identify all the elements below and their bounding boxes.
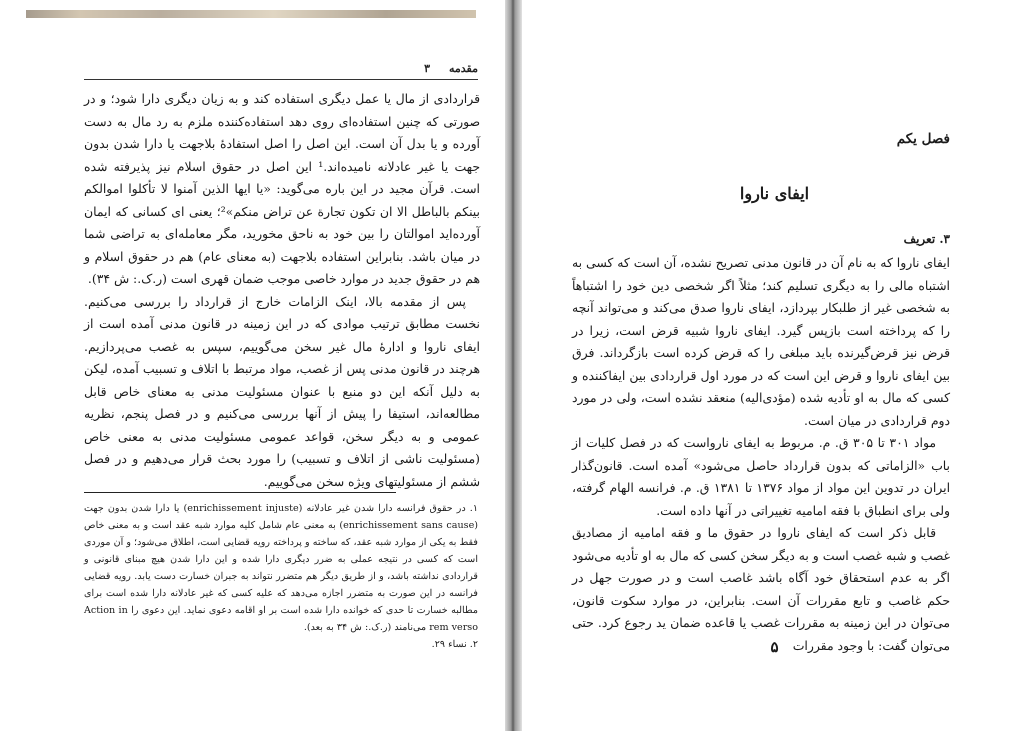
right-page (522, 0, 1027, 731)
footnotes (84, 500, 478, 653)
running-head-title: مقدمه (448, 62, 478, 75)
running-head (84, 62, 478, 76)
page-number: ۵ (770, 638, 779, 656)
scan-edge-shadow (26, 10, 476, 18)
footnote-rule (84, 492, 396, 493)
chapter-label: فصل یکم (896, 131, 950, 147)
book-gutter (505, 0, 522, 731)
right-body-text (572, 252, 950, 657)
chapter-title: ایفای ناروا (739, 184, 810, 203)
header-rule (84, 79, 478, 80)
footnote: ۱. در حقوق فرانسه دارا شدن غیر عادلانه (enrichissement injuste) یا دارا شدن بدون جهت (enrichissement sans cause) به معنی عام شامل کلیه موارد شبه عقد است و به معنی خاص فقط به یکی از موارد شبه عقد، که ساخته و پرداخته رویه قضایی است، اطلاق می‌شود؛ و آن موردی است که کسی در نتیجه عملی به ضرر دیگری دارا شده و این دارا شدن هیچ مبنای قانونی و قراردادی نداشته باشد، و از طریق دیگر هم متضرر نتواند به جبران خسارت دست یابد. رویه قضایی فرانسه در این صورت به متضرر اجازه می‌دهد که علیه کسی که غیر عادلانه دارا شده است برای مطالبه خسارت تا حدی که خوانده دارا شده است بر او اقامه دعوی نماید. این دعوی را Action in rem verso می‌نامند (ر.ک.: ش ۳۴ به بعد). (84, 503, 478, 633)
section-heading: ۳. تعریف (903, 232, 950, 246)
paragraph: ایفای ناروا که به نام آن در قانون مدنی تصریح نشده، آن است که کسی به اشتباه مالی را به دیگری تسلیم کند؛ مثلاً اگر شخصی دین خود را اشتباهاً به شخصی غیر از طلبکار بپردازد، ایفای ناروا صدق می‌کند و می‌تواند آنچه را که پرداخته است بازپس گیرد. ایفای ناروا شبیه قرض است، زیرا در قرض نیز قرض‌گیرنده باید مبلغی را که قرض کرده است بازگرداند. فرق بین ایفای ناروا و قرض این است که در مورد اول قراردادی بین ایفاکننده و کسی که مال به او تأدیه شده (مؤدی‌الیه) منعقد نشده است، ولی در مورد دوم قراردادی در میان است. (572, 255, 950, 428)
footnote: ۲. نساء ۲۹. (431, 639, 478, 650)
running-head-page-number: ۳ (424, 62, 430, 75)
left-page (0, 0, 505, 731)
paragraph: قابل ذکر است که ایفای ناروا در حقوق ما و فقه امامیه از مصادیق غصب و شبه غصب است و به دیگر سخن کسی که مال به او تأدیه می‌شود اگر به عدم استحقاق خود آگاه باشد غاصب است و در صورت جهل در حکم غاصب و تابع مقررات آن است. بنابراین، در موارد سکوت قانون، می‌توان در این زمینه به مقررات غصب یا قاعده ضمان ید رجوع کرد. حتی می‌توان گفت: با وجود مقررات (572, 525, 950, 653)
left-body-text (84, 88, 480, 493)
paragraph: پس از مقدمه بالا، اینک الزامات خارج از قرارداد را بررسی می‌کنیم. نخست مطابق ترتیب موادی که در این زمینه در قانون مدنی آمده است از ایفای ناروا و ادارهٔ مال غیر سخن می‌گوییم، سپس به غصب می‌پردازیم. هرچند در قانون مدنی پس از غصب، مواد مرتبط با اتلاف و تسبیب آمده، لیکن به دلیل آنکه این دو منبع با عنوان مسئولیت مدنی به معنای خاص قابل مطالعه‌اند، استیفا را پیش از آنها بررسی می‌کنیم و در فصل پنجم، نظریه عمومی و به دیگر سخن، قواعد عمومی مسئولیت مدنی به معنی خاص (مسئولیت ناشی از اتلاف و تسبیب) را مورد بحث قرار می‌دهیم و در فصل ششم از مسئولیتهای ویژه سخن می‌گوییم. (84, 293, 480, 489)
paragraph: قراردادی از مال یا عمل دیگری استفاده کند و به زیان دیگری دارا شود؛ و در صورتی که چنین استفاده‌ای روی دهد استفاده‌کننده ملزم به رد مال به دست آورده و یا بدل آن است. این اصل را اصل استفادهٔ بلاجهت یا دارا شدن بدون جهت یا غیر عادلانه نامیده‌اند.¹ این اصل در حقوق اسلام نیز پذیرفته شده است. قرآن مجید در این باره می‌گوید: «یا ایها الذین آمنوا لا تأکلوا اموالکم بینکم بالباطل الا ان تکون تجارة عن تراض منکم»²؛ یعنی ای کسانی که ایمان آورده‌اید اموالتان را بین خود به ناحق مخورید، مگر معامله‌ای به تراضی شما در میان باشد. بنابراین استفاده بلاجهت (به معنای عام) هم در حقوق اسلام و هم در حقوق جدید در موارد خاصی موجب ضمان قهری است (ر.ک.: ش ۳۴). (84, 91, 480, 286)
paragraph: مواد ۳۰۱ تا ۳۰۵ ق. م. مربوط به ایفای نارواست که در فصل کلیات از باب «الزاماتی که بدون قرارداد حاصل می‌شود» آمده است. قانون‌گذار ایران در تدوین این مواد از مواد ۱۳۷۶ تا ۱۳۸۱ ق. م. فرانسه الهام گرفته، ولی برای انطباق با فقه امامیه تغییراتی در آنها داده است. (572, 435, 951, 518)
